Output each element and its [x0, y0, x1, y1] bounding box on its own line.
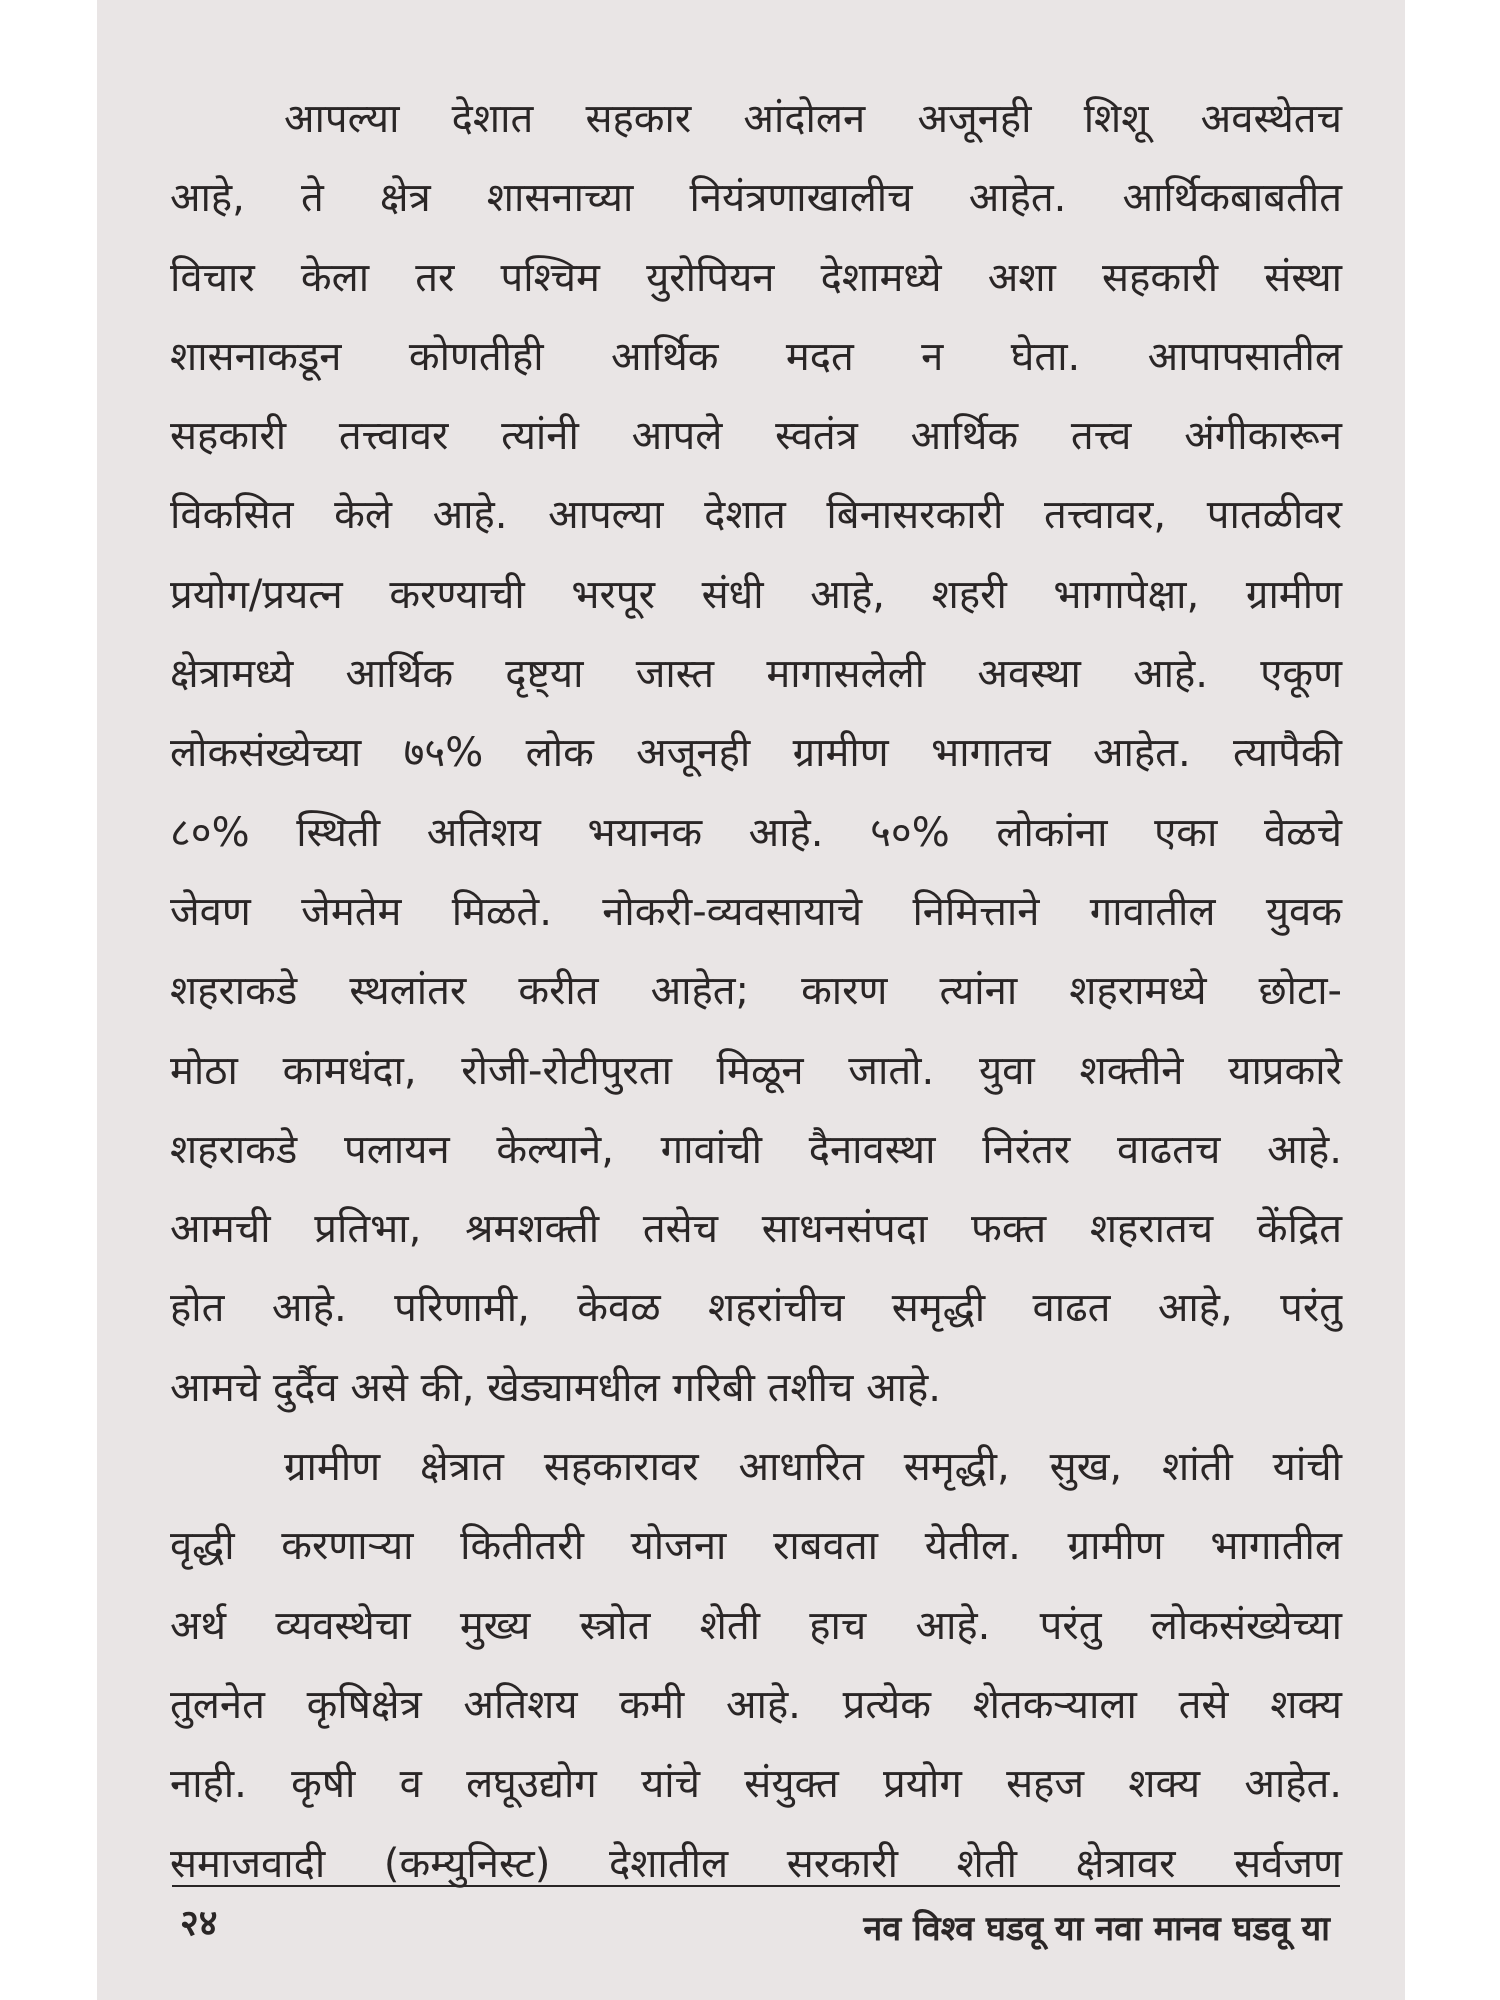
- page-number: २४: [180, 1903, 218, 1944]
- body-text: [170, 80, 1342, 1904]
- text-line: मोठा कामधंदा, रोजी-रोटीपुरता मिळून जातो. युवा शक्तीने याप्रकारे: [170, 1047, 1342, 1094]
- text-line: शासनाकडून कोणतीही आर्थिक मदत न घेता. आपापसातील: [170, 333, 1342, 380]
- text-line: आमची प्रतिभा, श्रमशक्ती तसेच साधनसंपदा फक्त शहरातच केंद्रित: [170, 1206, 1342, 1253]
- text-line: विकसित केले आहे. आपल्या देशात बिनासरकारी तत्त्वावर, पातळीवर: [170, 492, 1342, 539]
- text-line: विचार केला तर पश्चिम युरोपियन देशामध्ये अशा सहकारी संस्था: [170, 254, 1342, 301]
- text-line: वृद्धी करणाऱ्या कितीतरी योजना राबवता येतील. ग्रामीण भागातील: [170, 1523, 1342, 1570]
- text-line: आपल्या देशात सहकार आंदोलन अजूनही शिशू अवस्थेतच: [284, 96, 1342, 142]
- text-line: नाही. कृषी व लघूउद्योग यांचे संयुक्त प्रयोग सहज शक्य आहेत.: [170, 1761, 1342, 1808]
- text-line: होत आहे. परिणामी, केवळ शहरांचीच समृद्धी वाढत आहे, परंतु: [170, 1285, 1342, 1332]
- text-line: समाजवादी (कम्युनिस्ट) देशातील सरकारी शेती क्षेत्रावर सर्वजण: [170, 1840, 1342, 1887]
- text-line: शहराकडे स्थलांतर करीत आहेत; कारण त्यांना शहरामध्ये छोटा-: [170, 968, 1342, 1015]
- text-line: शहराकडे पलायन केल्याने, गावांची दैनावस्था निरंतर वाढतच आहे.: [170, 1126, 1342, 1173]
- text-line: लोकसंख्येच्या ७५% लोक अजूनही ग्रामीण भागातच आहेत. त्यापैकी: [170, 730, 1342, 777]
- text-line: क्षेत्रामध्ये आर्थिक दृष्ट्या जास्त मागासलेली अवस्था आहे. एकूण: [170, 651, 1342, 698]
- text-line: आहे, ते क्षेत्र शासनाच्या नियंत्रणाखालीच आहेत. आर्थिकबाबतीत: [170, 175, 1342, 222]
- running-footer-title: नव विश्व घडवू या नवा मानव घडवू या: [863, 1909, 1330, 1949]
- text-line: अर्थ व्यवस्थेचा मुख्य स्त्रोत शेती हाच आहे. परंतु लोकसंख्येच्या: [170, 1602, 1342, 1649]
- footer-divider: [172, 1885, 1340, 1887]
- text-line: ८०% स्थिती अतिशय भयानक आहे. ५०% लोकांना एका वेळचे: [170, 809, 1342, 856]
- text-line: जेवण जेमतेम मिळते. नोकरी-व्यवसायाचे निमित्ताने गावातील युवक: [170, 888, 1342, 935]
- text-line: प्रयोग/प्रयत्न करण्याची भरपूर संधी आहे, शहरी भागापेक्षा, ग्रामीण: [170, 571, 1342, 618]
- book-page: [97, 0, 1405, 2000]
- text-line: आमचे दुर्दैव असे की, खेड्यामधील गरिबी तशीच आहे.: [170, 1364, 941, 1411]
- text-line: ग्रामीण क्षेत्रात सहकारावर आधारित समृद्धी, सुख, शांती यांची: [284, 1444, 1342, 1491]
- text-line: सहकारी तत्त्वावर त्यांनी आपले स्वतंत्र आर्थिक तत्त्व अंगीकारून: [170, 413, 1342, 460]
- text-line: तुलनेत कृषिक्षेत्र अतिशय कमी आहे. प्रत्येक शेतकऱ्याला तसे शक्य: [170, 1681, 1342, 1728]
